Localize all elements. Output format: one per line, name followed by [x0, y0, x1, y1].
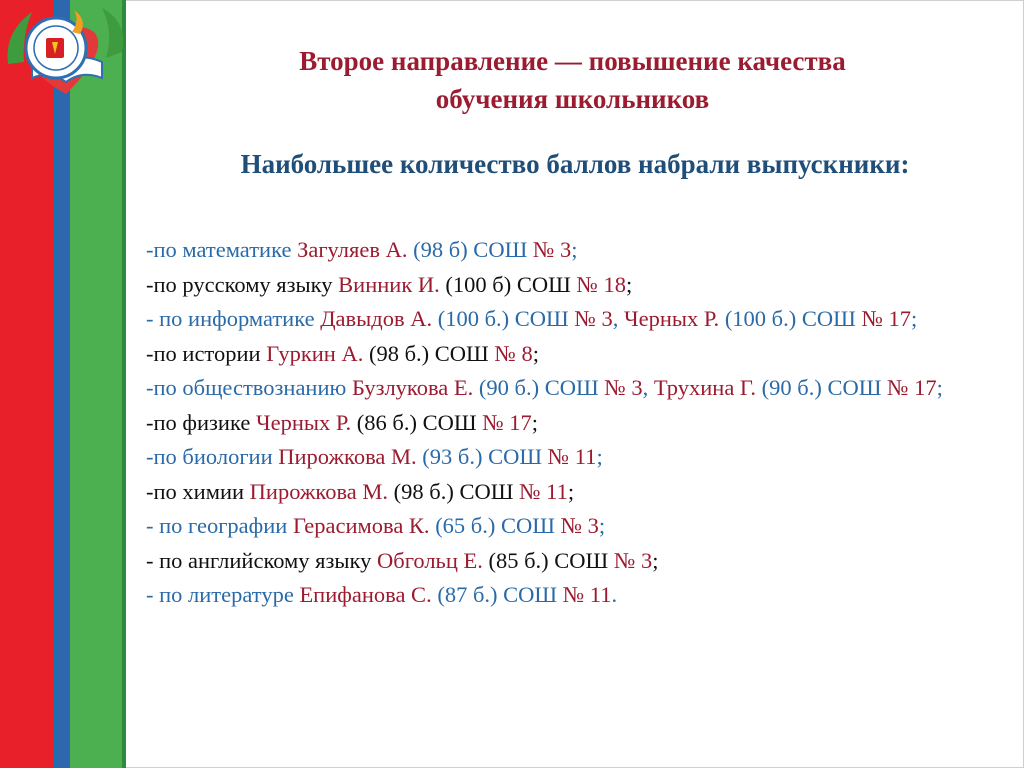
highlighted-text: Обгольц Е. — [377, 547, 483, 573]
list-item-text: , — [642, 375, 654, 400]
list-item-text: ; — [571, 237, 578, 262]
highlighted-text: Давыдов А. — [320, 306, 433, 331]
list-item — [146, 544, 1012, 579]
highlighted-text: Трухина Г. — [653, 375, 757, 400]
highlighted-text: № 3 — [560, 513, 599, 538]
list-item-text: -по истории — [146, 340, 267, 366]
highlighted-text: Пирожкова М. — [278, 444, 417, 469]
flag-stripe-edge — [122, 0, 126, 768]
flag-stripe-red — [0, 0, 54, 768]
list-item-text: (98 б.) СОШ — [363, 340, 495, 366]
list-item — [146, 509, 1012, 544]
list-item-text: ; — [598, 513, 606, 538]
highlighted-text: № 3 — [532, 237, 572, 262]
list-item-text: (90 б.) СОШ — [756, 375, 888, 400]
list-item-text: (85 б.) СОШ — [482, 547, 614, 573]
list-item-text: (86 б.) СОШ — [351, 409, 483, 435]
list-item-text: -по математике — [146, 237, 298, 262]
graduates-list — [146, 233, 1012, 613]
list-item-text: ; — [911, 306, 918, 331]
list-item-text: -по физике — [146, 409, 256, 435]
list-item-text: -по химии — [146, 478, 250, 504]
slide-title — [200, 42, 945, 118]
list-item-text: ; — [531, 409, 539, 435]
list-item-text: (100 б.) СОШ — [432, 306, 575, 331]
list-item — [146, 371, 1012, 406]
list-item-text: - по литературе — [146, 582, 300, 607]
list-item — [146, 406, 1012, 441]
list-item-text: - по информатике — [146, 306, 321, 331]
flag-stripe-blue — [57, 0, 70, 768]
highlighted-text: № 3 — [574, 306, 613, 331]
highlighted-text: № 17 — [861, 306, 912, 331]
list-item-text: (98 б.) СОШ — [388, 478, 520, 504]
list-item-text: (87 б.) СОШ — [431, 582, 563, 607]
highlighted-text: № 11 — [519, 478, 568, 504]
list-item-text: (93 б.) СОШ — [416, 444, 548, 469]
list-item-text: -по обществознанию — [146, 375, 352, 400]
list-item-text: (100 б.) СОШ — [719, 306, 862, 331]
highlighted-text: Загуляев А. — [297, 237, 408, 262]
highlighted-text: № 11 — [562, 582, 612, 607]
list-item-text: ; — [652, 547, 659, 573]
highlighted-text: № 18 — [576, 271, 626, 297]
highlighted-text: № 8 — [494, 340, 533, 366]
highlighted-text: № 3 — [613, 547, 653, 573]
city-education-emblem-icon — [2, 2, 130, 100]
slide-subtitle: Наибольшее количество баллов набрали выпускники: — [240, 149, 910, 179]
highlighted-text: Черных Р. — [255, 409, 352, 435]
list-item — [146, 233, 1012, 268]
highlighted-text: Пирожкова М. — [249, 478, 389, 504]
list-item — [146, 475, 1012, 510]
highlighted-text: Герасимова К. — [292, 513, 430, 538]
list-item-text: -по русскому языку — [146, 271, 339, 297]
highlighted-text: Гуркин А. — [266, 340, 364, 366]
list-item — [146, 337, 1012, 372]
list-item-text: -по биологии — [146, 444, 279, 469]
highlighted-text: № 11 — [547, 444, 597, 469]
list-item-text: - по географии — [146, 513, 293, 538]
slide-title-line-1: Второе направление — повышение качества — [299, 46, 846, 76]
slide-title-line-2: обучения школьников — [435, 84, 710, 114]
list-item-text: ; — [567, 478, 575, 504]
list-item — [146, 578, 1012, 613]
list-item-text: (98 б) СОШ — [407, 237, 533, 262]
flag-stripe-green — [70, 0, 126, 768]
list-item-text: ; — [596, 444, 603, 469]
list-item-text: ; — [936, 375, 943, 400]
list-item — [146, 268, 1012, 303]
list-item-text: , — [612, 306, 624, 331]
list-item-text: ; — [532, 340, 539, 366]
list-item-text: - по английскому языку — [146, 547, 378, 573]
list-item — [146, 302, 1012, 337]
list-item-text: (100 б) СОШ — [439, 271, 577, 297]
highlighted-text: Бузлукова Е. — [351, 375, 474, 400]
highlighted-text: Епифанова С. — [299, 582, 432, 607]
highlighted-text: № 17 — [887, 375, 937, 400]
highlighted-text: № 3 — [604, 375, 643, 400]
list-item-text: (90 б.) СОШ — [473, 375, 605, 400]
list-item-text: . — [611, 582, 618, 607]
list-item — [146, 440, 1012, 475]
list-item-text: ; — [626, 271, 633, 297]
highlighted-text: Винник И. — [338, 271, 440, 297]
list-item-text: (65 б.) СОШ — [429, 513, 561, 538]
highlighted-text: № 17 — [482, 409, 532, 435]
highlighted-text: Черных Р. — [623, 306, 720, 331]
